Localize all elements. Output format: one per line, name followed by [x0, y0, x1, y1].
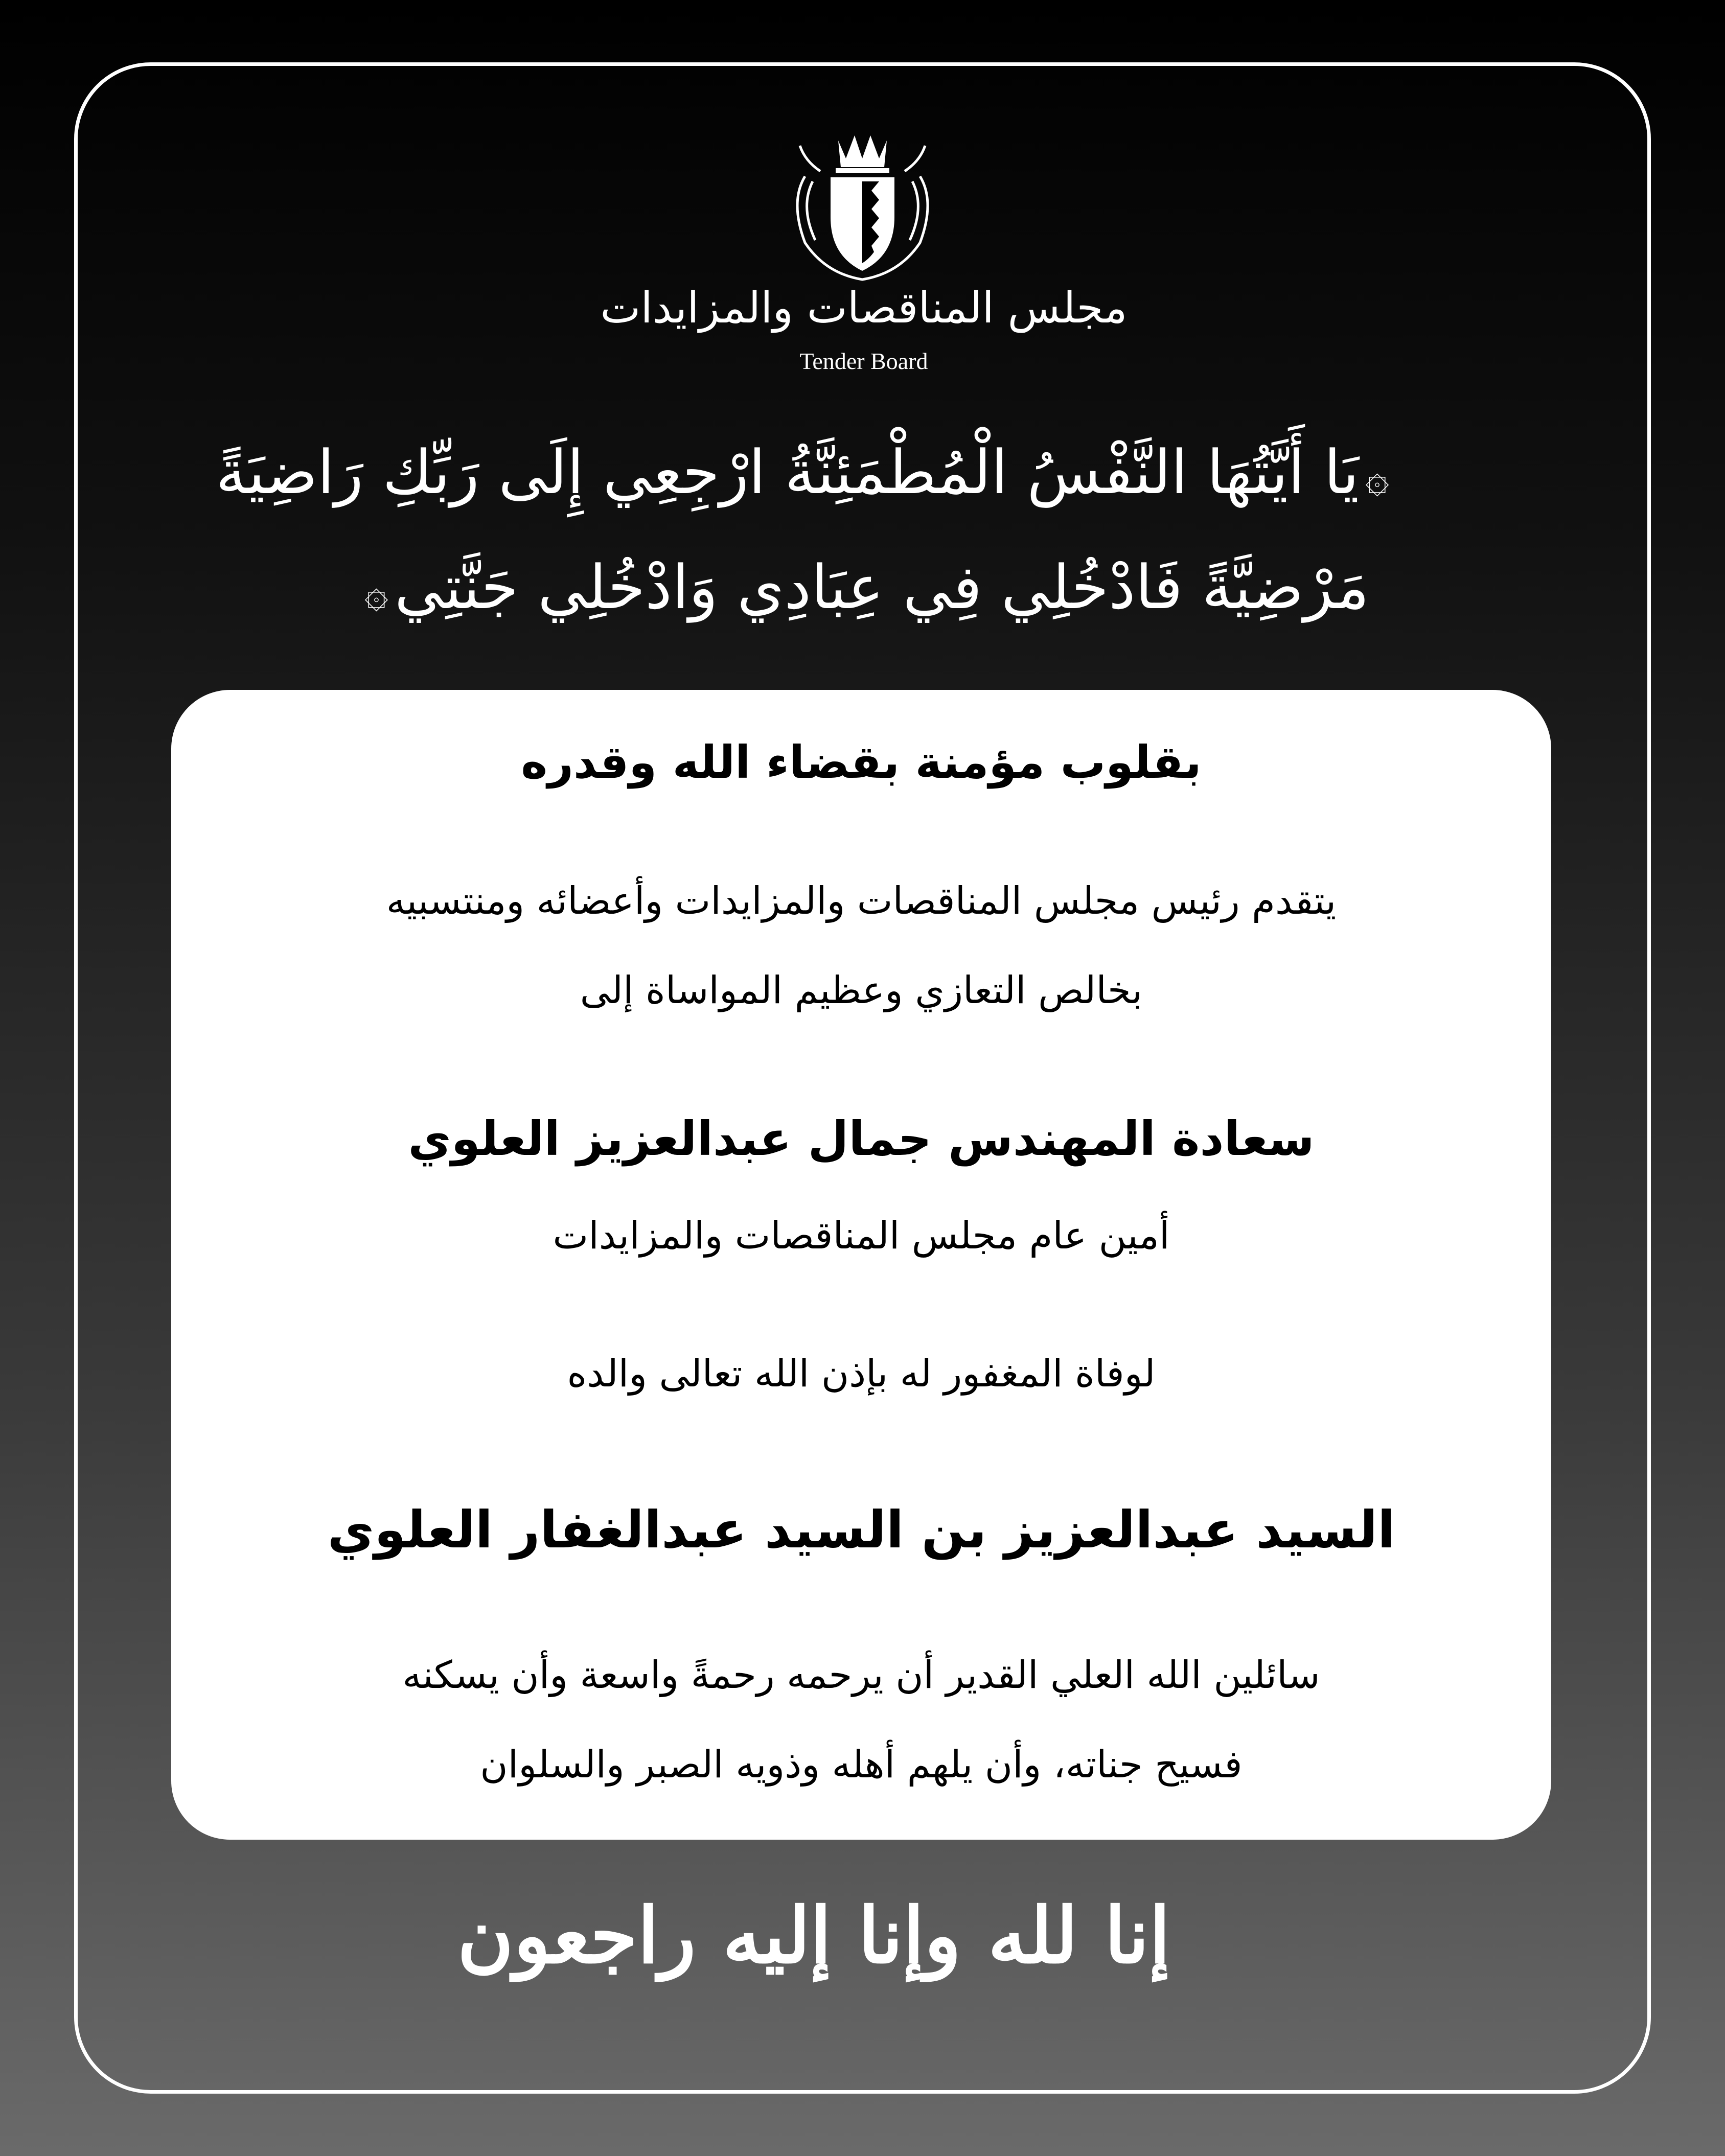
- verse-ornament-icon: ۞: [364, 568, 388, 616]
- verse-line-2-text: مَرْضِيَّةً فَادْخُلِي فِي عِبَادِي وَادْخُلِي جَنَّتِي: [394, 552, 1369, 622]
- closing-calligraphy: إنا لله وإنا إليه راجعون: [457, 1891, 1170, 1981]
- prayer-line-2: فسيح جناته، وأن يلهم أهله وذويه الصبر والسلوان: [480, 1743, 1243, 1787]
- quran-verse-line-1: [216, 437, 1395, 507]
- occasion-line: لوفاة المغفور له بإذن الله تعالى والده: [567, 1352, 1156, 1396]
- intro-line-1: يتقدم رئيس مجلس المناقصات والمزايدات وأعضائه ومنتسبيه: [386, 879, 1337, 923]
- quran-verse-line-2: [332, 552, 1395, 622]
- tender-board-arabic-logo: مجلس المناقصات والمزايدات: [600, 283, 1128, 333]
- deceased-name: السيد عبدالعزيز بن السيد عبدالغفار العلوي: [327, 1500, 1395, 1560]
- verse-ornament-icon: ۞: [1365, 453, 1389, 501]
- tender-board-english-logo: Tender Board: [799, 348, 928, 374]
- prayer-line-1: سائلين الله العلي القدير أن يرحمه رحمةً واسعة وأن يسكنه: [402, 1653, 1320, 1697]
- bahrain-coat-of-arms-icon: [785, 130, 940, 284]
- intro-line-2: بخالص التعازي وعظيم المواساة إلى: [580, 968, 1143, 1012]
- card-heading: بقلوب مؤمنة بقضاء الله وقدره: [521, 736, 1202, 789]
- verse-line-1-text: يَا أَيَّتُهَا النَّفْسُ الْمُطْمَئِنَّةُ ارْجِعِي إِلَى رَبِّكِ رَاضِيَةً: [216, 437, 1360, 507]
- recipient-title: أمين عام مجلس المناقصات والمزايدات: [553, 1214, 1170, 1258]
- recipient-name: سعادة المهندس جمال عبدالعزيز العلوي: [408, 1111, 1315, 1166]
